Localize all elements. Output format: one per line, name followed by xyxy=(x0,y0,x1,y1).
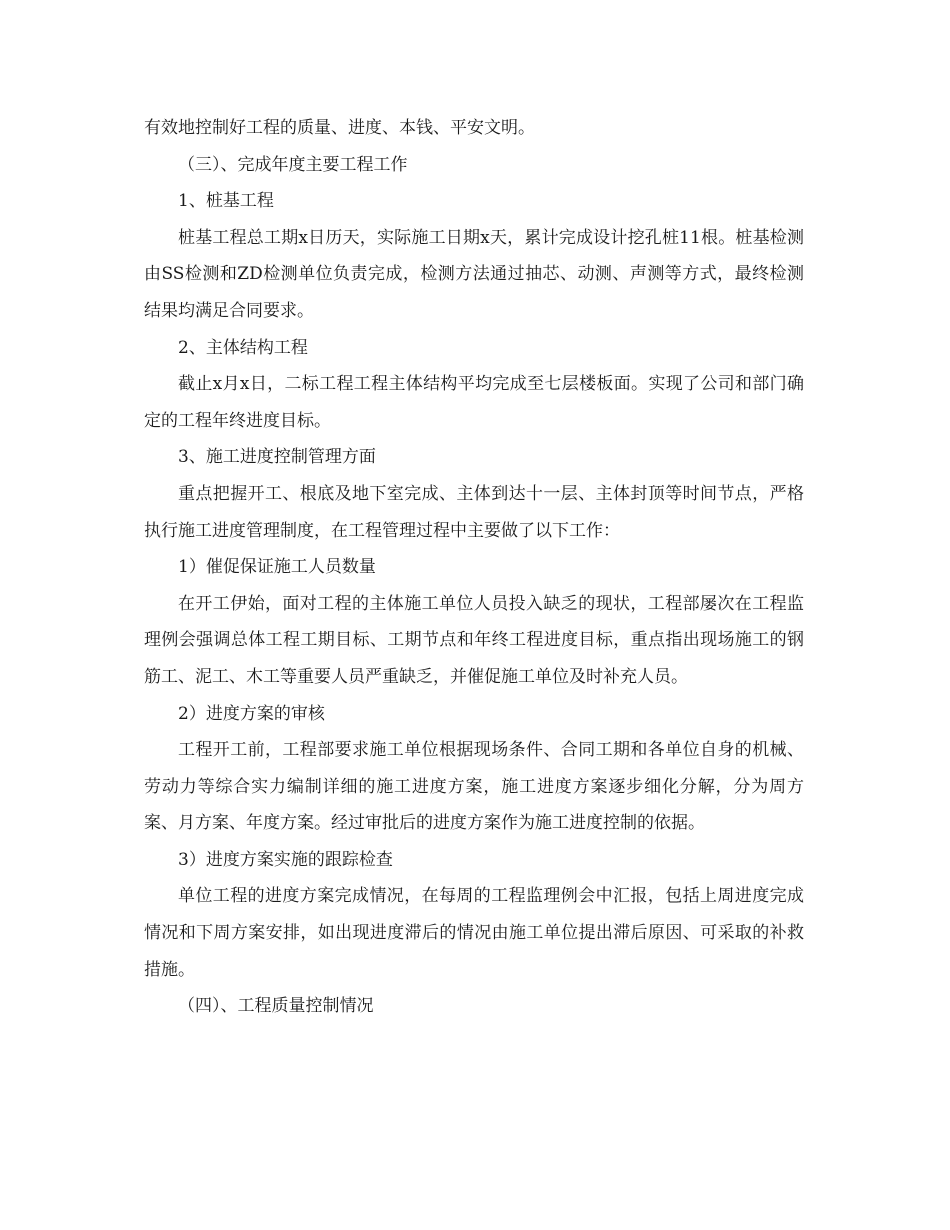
item-heading: 2）进度方案的审核 xyxy=(178,703,325,724)
document-page xyxy=(144,110,804,1025)
section-heading: （四）、工程质量控制情况 xyxy=(178,996,374,1017)
paragraph: 重点把握开工、根底及地下室完成、主体到达十一层、主体封顶等时间节点，严格执行施工进度管理制度，在工程管理过程中主要做了以下工作： xyxy=(144,483,804,541)
section-heading: （三）、完成年度主要工程工作 xyxy=(178,154,408,175)
item-heading: 3）进度方案实施的跟踪检查 xyxy=(178,849,393,870)
paragraph: 有效地控制好工程的质量、进度、本钱、平安文明。 xyxy=(144,118,535,138)
paragraph: 桩基工程总工期x日历天，实际施工日期x天，累计完成设计挖孔桩11根。桩基检测由SS检测和ZD检测单位负责完成，检测方法通过抽芯、动测、声测等方式，最终检测结果均满足合同要求。 xyxy=(144,227,804,321)
paragraph: 工程开工前，工程部要求施工单位根据现场条件、合同工期和各单位自身的机械、劳动力等综合实力编制详细的施工进度方案，施工进度方案逐步细化分解，分为周方案、月方案、年度方案。经过审批后的进度方案作为施工进度控制的依据。 xyxy=(144,740,804,834)
paragraph: 截止x月x日，二标工程工程主体结构平均完成至七层楼板面。实现了公司和部门确定的工程年终进度目标。 xyxy=(144,374,804,431)
subsection-heading: 1、桩基工程 xyxy=(178,191,274,212)
paragraph: 单位工程的进度方案完成情况，在每周的工程监理例会中汇报，包括上周进度完成情况和下周方案安排，如出现进度滞后的情况由施工单位提出滞后原因、可采取的补救措施。 xyxy=(144,886,804,980)
subsection-heading: 3、施工进度控制管理方面 xyxy=(178,447,376,468)
paragraph: 在开工伊始，面对工程的主体施工单位人员投入缺乏的现状，工程部屡次在工程监理例会强调总体工程工期目标、工期节点和年终工程进度目标，重点指出现场施工的钢筋工、泥工、木工等重要人员严重缺乏，并催促施工单位及时补充人员。 xyxy=(144,593,804,687)
subsection-heading: 2、主体结构工程 xyxy=(178,337,308,358)
item-heading: 1）催促保证施工人员数量 xyxy=(178,557,376,578)
